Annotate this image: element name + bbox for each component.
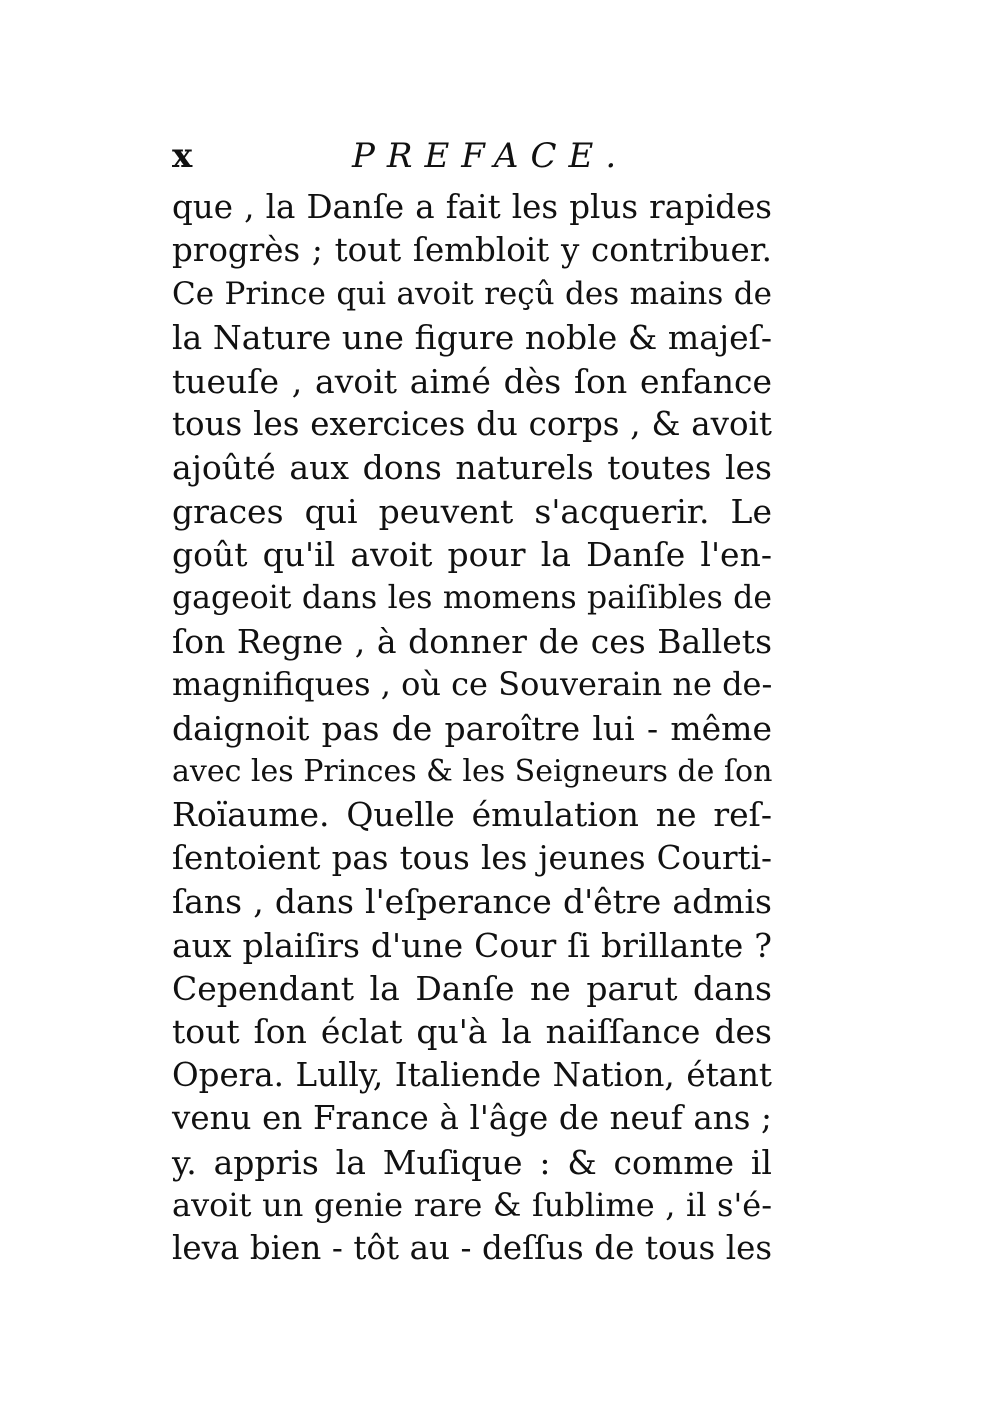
text-line: venu en France à l'âge de neuf ans ;: [172, 1099, 772, 1138]
text-line: tout ſon éclat qu'à la naiſſance des: [172, 1012, 772, 1052]
text-line: ſans , dans l'eſperance d'être admis: [172, 882, 772, 922]
text-line: avoit un genie rare & ſublime , il s'é-: [172, 1185, 772, 1224]
text-line: graces qui peuvent s'acquerir. Le: [172, 491, 772, 531]
text-line: daignoit pas de paroître lui - même: [172, 708, 772, 748]
text-line: ſentoient pas tous les jeunes Courti-: [172, 838, 772, 877]
text-line: y. appris la Muſique : & comme il: [172, 1142, 772, 1182]
text-line: tueuſe , avoit aimé dès ſon enfance: [172, 361, 772, 401]
text-line: la Nature une figure noble & majeſ-: [172, 318, 772, 358]
running-title: PREFACE.: [352, 136, 629, 176]
text-line: magnifiques , où ce Souverain ne de-: [172, 665, 773, 704]
body-text: [172, 186, 772, 1271]
text-line: ajoûté aux dons naturels toutes les: [172, 448, 772, 488]
page-header: [172, 132, 772, 180]
text-line: gageoit dans les momens paiſibles de: [172, 579, 772, 616]
text-line: Cependant la Danſe ne parut dans: [172, 969, 772, 1009]
text-line: ſon Regne , à donner de ces Ballets: [172, 621, 772, 661]
text-line: leva bien - tôt au - deſſus de tous les: [172, 1229, 772, 1268]
text-line: tous les exercices du corps , & avoit: [172, 404, 772, 443]
text-line: avec les Princes & les Seigneurs de ſon: [172, 754, 773, 790]
text-line: Roïaume. Quelle émulation ne reſ-: [172, 795, 772, 835]
text-line: que , la Danſe a fait les plus rapides: [172, 188, 772, 226]
text-line: aux plaiſirs d'une Cour ſi brillante ?: [172, 925, 772, 965]
text-line: goût qu'il avoit pour la Danſe l'en-: [172, 535, 772, 575]
text-line: Ce Prince qui avoit reçû des mains de: [172, 275, 772, 312]
page-number: x: [172, 136, 193, 176]
text-line: Opera. Lully, Italiende Nation, étant: [172, 1055, 772, 1094]
text-line: progrès ; tout ſembloit y contribuer.: [172, 231, 772, 270]
